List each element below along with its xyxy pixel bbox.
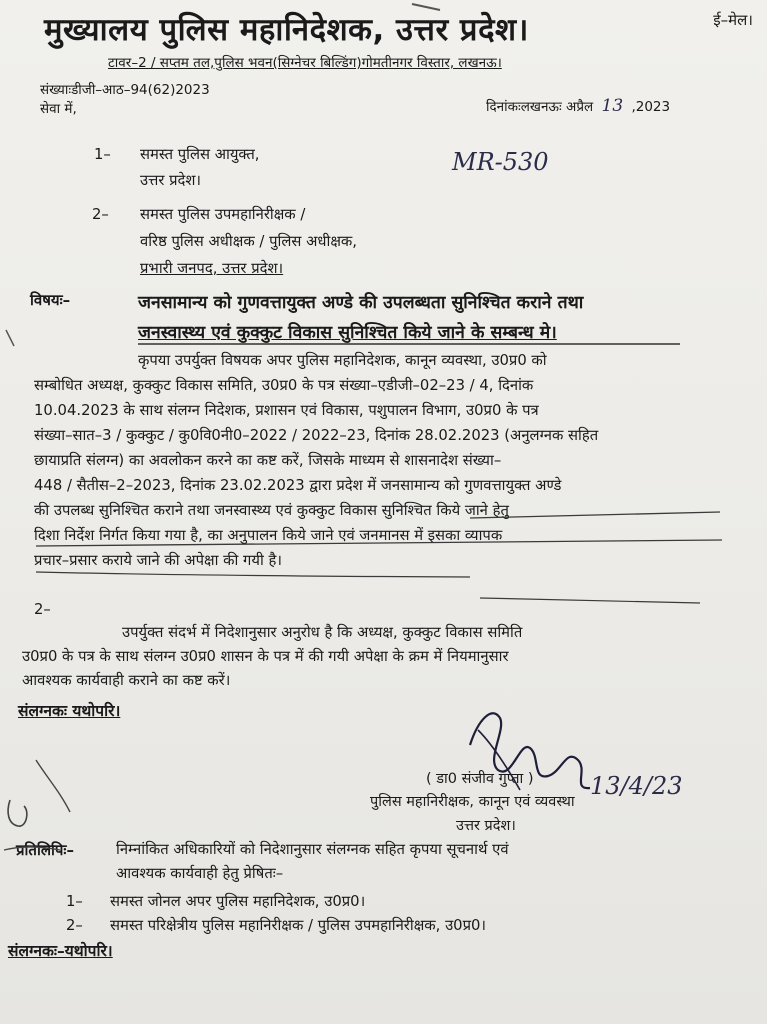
copy-to-line-1: निम्नांकित अधिकारियों को निदेशानुसार संलग्नक सहित कृपया सूचनार्थ एवं <box>116 841 509 858</box>
subject-line-2: जनस्वास्थ्य एवं कुक्कुट विकास सुनिश्चित किये जाने के सम्बन्ध मे। <box>138 323 557 343</box>
margin-mark-2 <box>36 760 70 812</box>
recipient-2-line-1: समस्त पुलिस उपमहानिरीक्षक / <box>140 206 306 223</box>
signatory-name: ( डा0 संजीव गुप्ता ) <box>426 771 534 787</box>
para1-line-2: सम्बोधित अध्यक्ष, कुक्कुट विकास समिति, उ0प्र0 के पत्र संख्या–एडीजी–02–23 / 4, दिनांक <box>34 377 534 394</box>
date-year: ,2023 <box>631 99 671 115</box>
enclosure-footer: संलग्नकः–यथोपरि। <box>8 942 113 960</box>
subject-label: विषयः– <box>30 291 71 309</box>
date-day: 13 <box>601 96 624 116</box>
para1-line-4: संख्या–सात–3 / कुक्कुट / कु0वि0नी0–2022 / 2022–23, दिनांक 28.02.2023 (अनुलग्नक सहित <box>34 427 599 444</box>
para2-line-1: उपर्युक्त संदर्भ में निदेशानुसार अनुरोध है कि अध्यक्ष, कुक्कुट विकास समिति <box>122 624 523 641</box>
date-label: दिनांकःलखनऊः अप्रैल <box>486 99 594 115</box>
office-address: टावर–2 / सप्तम तल,पुलिस भवन(सिग्नेचर बिल्डिंग)गोमतीनगर विस्तार, लखनऊ। <box>108 55 502 71</box>
recipient-2-line-3: प्रभारी जनपद, उत्तर प्रदेश। <box>140 260 284 277</box>
copy-item-1-text: समस्त जोनल अपर पुलिस महानिदेशक, उ0प्र0। <box>110 893 366 910</box>
recipient-1-line-2: उत्तर प्रदेश। <box>140 172 202 189</box>
para2-line-3: आवश्यक कार्यवाही कराने का कष्ट करें। <box>22 672 231 689</box>
recipient-1-line-1: समस्त पुलिस आयुक्त, <box>140 146 260 163</box>
margin-tick <box>6 330 14 346</box>
copy-to-label: प्रतिलिपिः– <box>16 841 74 859</box>
recipient-1-number: 1– <box>94 146 111 163</box>
pen-underline-4 <box>480 598 700 603</box>
subject-line-1: जनसामान्य को गुणवत्तायुक्त अण्डे की उपलब्धता सुनिश्चित कराने तथा <box>138 293 584 313</box>
para1-line-5: छायाप्रति संलग्न) का अवलोकन करने का कष्ट करें, जिसके माध्यम से शासनादेश संख्या– <box>34 452 502 469</box>
para2-line-2: उ0प्र0 के पत्र के साथ संलग्न उ0प्र0 शासन के पत्र में की गयी अपेक्षा के क्रम में नियमानुसार <box>22 648 509 665</box>
subject-text <box>138 288 583 348</box>
document-title: मुख्यालय पुलिस महानिदेशक, उत्तर प्रदेश। <box>44 12 529 48</box>
para1-line-8: दिशा निर्देश निर्गत किया गया है, का अनुपालन किये जाने एवं जनमानस में इसका व्यापक <box>34 527 503 544</box>
recipient-2-line-2: वरिष्ठ पुलिस अधीक्षक / पुलिस अधीक्षक, <box>140 233 357 250</box>
signatory-state: उत्तर प्रदेश। <box>456 818 516 834</box>
copy-to-line-2: आवश्यक कार्यवाही हेतु प्रेषितः– <box>116 865 284 882</box>
copy-item-2-text: समस्त परिक्षेत्रीय पुलिस महानिरीक्षक / पुलिस उपमहानिरीक्षक, उ0प्र0। <box>110 917 487 934</box>
recipient-2-number: 2– <box>92 206 109 223</box>
enclosure-note: संलग्नकः यथोपरि। <box>18 702 121 720</box>
margin-mark-1 <box>8 800 27 826</box>
para1-line-3: 10.04.2023 के साथ संलग्न निदेशक, प्रशासन एवं विकास, पशुपालन विभाग, उ0प्र0 के पत्र <box>34 402 539 419</box>
copy-item-1-number: 1– <box>66 893 83 910</box>
para1-line-7: की उपलब्ध सुनिश्चित कराने तथा जनस्वास्थ्य एवं कुक्कुट विकास सुनिश्चित किये जाने हेतु <box>34 502 509 519</box>
signatory-designation: पुलिस महानिरीक्षक, कानून एवं व्यवस्था <box>370 794 575 810</box>
copy-item-2-number: 2– <box>66 917 83 934</box>
para1-line-6: 448 / सैतीस–2–2023, दिनांक 23.02.2023 द्वारा प्रदेश में जनसामान्य को गुणवत्तायुक्त अण्डे <box>34 477 562 494</box>
salutation: सेवा में, <box>40 101 77 117</box>
signature-date: 13/4/23 <box>590 772 683 800</box>
handwritten-note: MR-530 <box>452 148 549 176</box>
para1-line-9: प्रचार–प्रसार कराये जाने की अपेक्षा की गयी है। <box>34 552 282 569</box>
para2-number: 2– <box>34 601 51 618</box>
reference-number: संख्याःडीजी–आठ–94(62)2023 <box>40 82 210 98</box>
email-tag: ई–मेल। <box>713 11 753 29</box>
para1-line-1: कृपया उपर्युक्त विषयक अपर पुलिस महानिदेशक, कानून व्यवस्था, उ0प्र0 को <box>138 352 547 369</box>
date-line <box>486 96 670 116</box>
